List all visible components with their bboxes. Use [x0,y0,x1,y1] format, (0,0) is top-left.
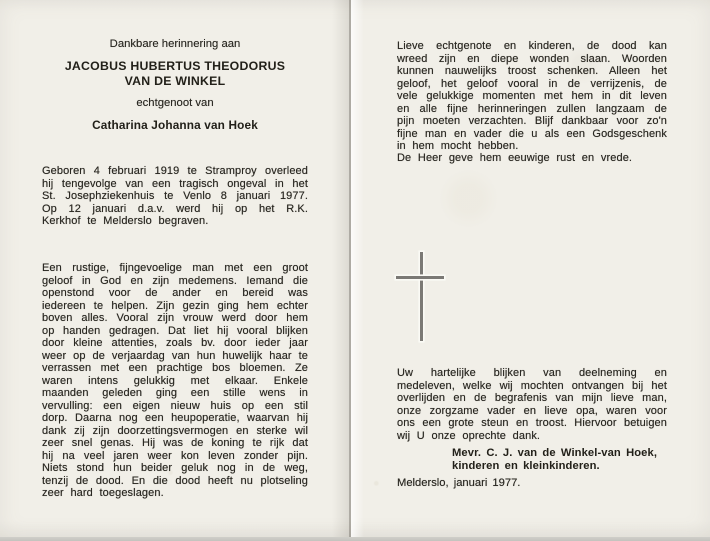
deceased-name [42,59,308,89]
cross-icon [397,0,457,100]
signature-family: kinderen en kleinkinderen. [452,460,600,472]
cross-vertical-bar [420,252,423,341]
blessing-line: De Heer geve hem eeuwige rust en vrede. [397,152,633,164]
deceased-name-line1: JACOBUS HUBERTUS THEODORUS [64,59,286,73]
signature-block [452,447,667,473]
left-page [42,0,308,537]
scan-background-edge [0,537,710,541]
life-story-paragraph: Een rustige, fijngevoelige man met een groot geloof in God en zijn medemens. Iemand die openstond voor de ander en bereid was iedereen te helpen. Zijn gezin ging hem echter boven alles. Vooral zijn vrouw werd door hem op handen gedragen. Dat liet hij vooral blijken door kleine attenties, zoals bv. door ieder jaar weer op de verjaardag van hun huwelijk haar te verrassen met een prachtige bos bloemen. Ze waren intens gelukkig met elkaar. Enkele maanden geleden ging een stille wens in vervulling: een eigen nieuw huis op een stil dorp. Daarna nog een heupoperatie, waarvan hij dank zij zijn doorzettingsvermogen en sterke wil zeer snel genas. Hij was de koning te rijk dat hij na veel jaren weer kon leven zonder pijn. Niets stond hun beider geluk nog in de weg, tenzij de dood. En die dood heeft nu plotseling zeer hard toegeslagen. [42,262,308,499]
intro-line: Dankbare herinnering aan [109,38,241,50]
thanks-paragraph: Uw hartelijke blijken van deelneming en medeleven, welke wij mochten ontvangen bij het overlijden en de begrafenis van mijn lieve man, onze zorgzame vader en lieve opa, waren voor ons een grote steun en troost. Hiervoor betuigen wij U onze oprechte dank. [397,367,667,442]
deceased-name-line2: VAN DE WINKEL [124,74,226,88]
spouse-name: Catharina Johanna van Hoek [92,118,258,132]
right-page [397,0,667,537]
place-date: Melderslo, januari 1977. [397,477,521,489]
cross-horizontal-bar [396,276,444,279]
signature-name: Mevr. C. J. van de Winkel-van Hoek, [452,447,658,459]
relation-line: echtgenoot van [136,97,214,109]
fold-shadow [332,0,349,537]
birth-death-paragraph: Geboren 4 februari 1919 te Stramproy overleed hij tengevolge van een tragisch ongeval in het St. Josephziekenhuis te Venlo 8 januari 1977. Op 12 januari d.a.v. werd hij op het R.K. Kerkhof te Melderslo begraven. [42,165,308,227]
fold-highlight [351,0,364,537]
condolence-paragraph: Lieve echtgenote en kinderen, de dood kan wreed zijn en diepe wonden slaan. Woorden kunnen nauwelijks troost schenken. Alleen het geloof, het geloof vooral in de verrijzenis, de vele gelukkige momenten met hem in dit leven en alle fijne herinneringen zullen langzaam de pijn moeten verzachten. Blijf dankbaar voor zo'n fijne man en vader die u als een Godsgeschenk in hem mocht hebben. [397,40,667,152]
